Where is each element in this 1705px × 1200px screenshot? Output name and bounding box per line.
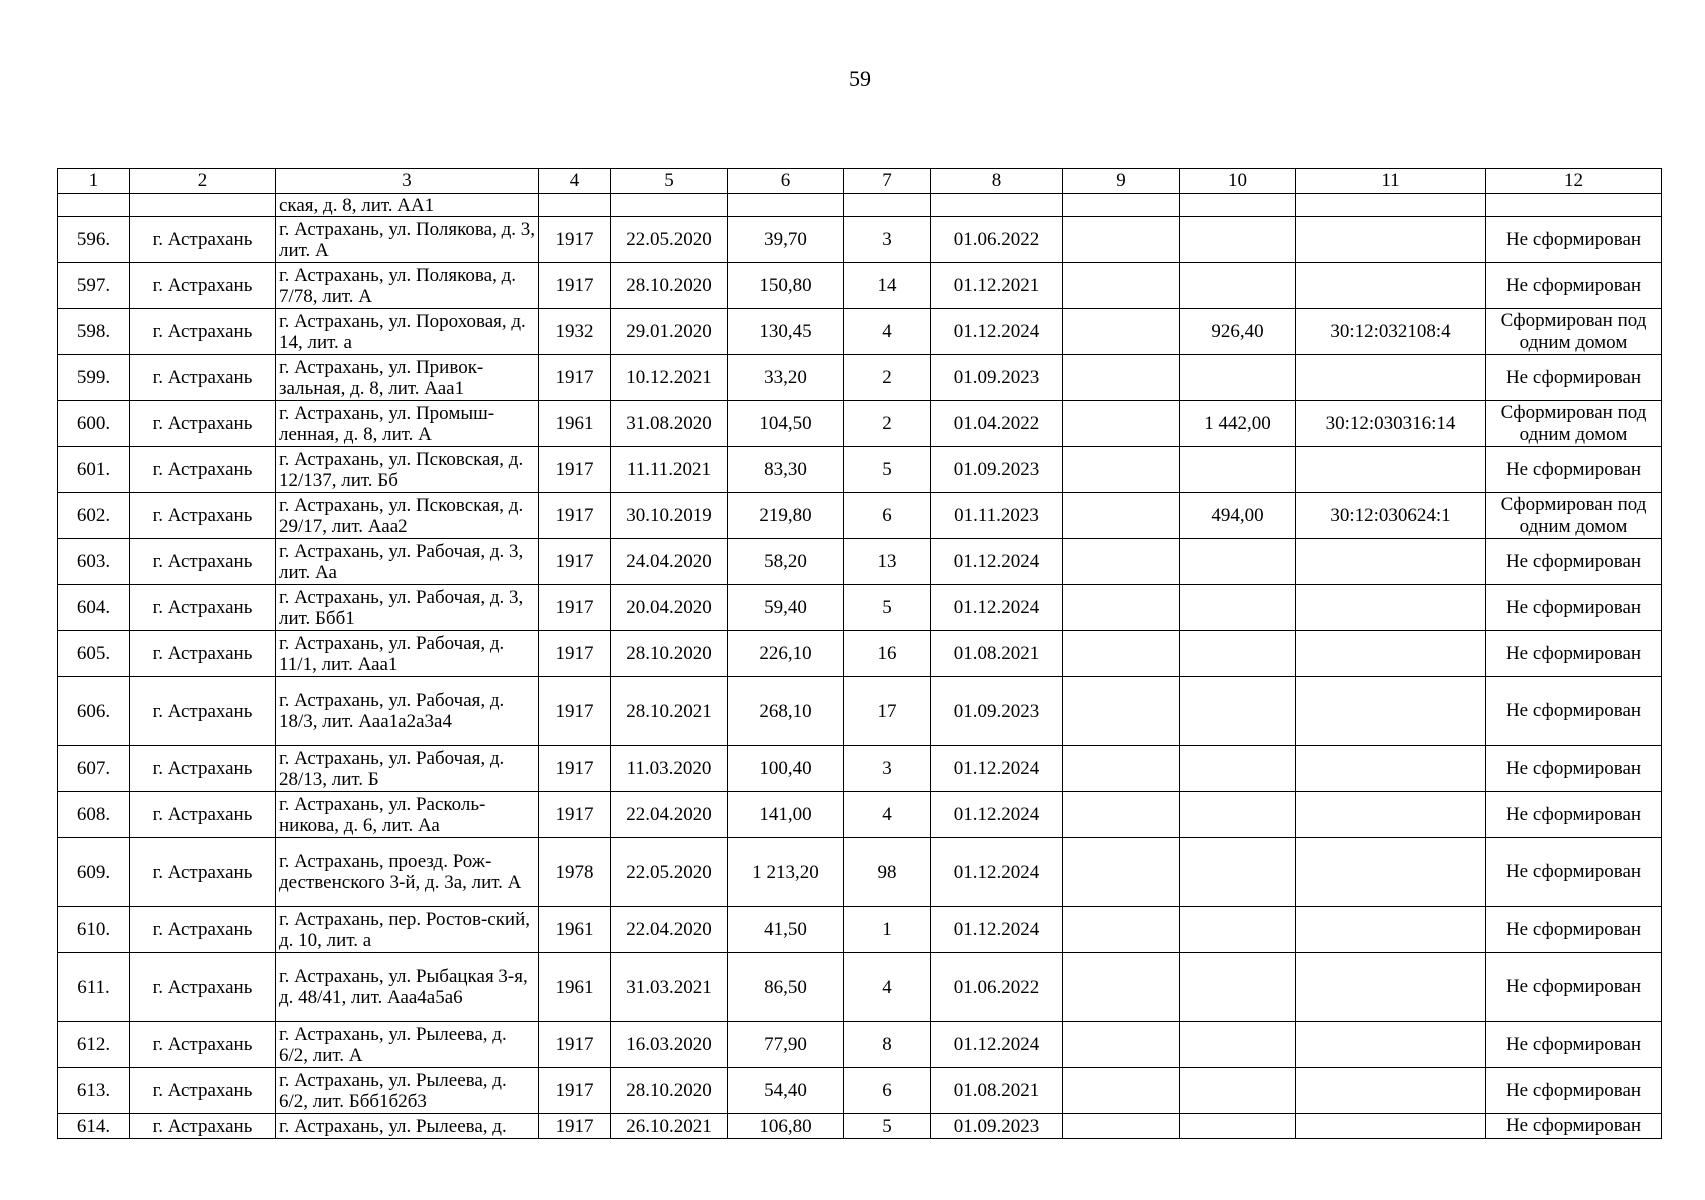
count-cell: 4 bbox=[844, 309, 931, 355]
city-cell: г. Астрахань bbox=[130, 746, 276, 792]
deadline-cell: 01.06.2022 bbox=[931, 953, 1063, 1022]
table-row bbox=[58, 217, 1662, 263]
deadline-cell: 01.11.2023 bbox=[931, 493, 1063, 539]
table-row bbox=[58, 585, 1662, 631]
row-number-cell: 607. bbox=[58, 746, 130, 792]
column-header: 9 bbox=[1063, 169, 1180, 194]
deadline-cell: 01.12.2024 bbox=[931, 309, 1063, 355]
area-cell: 226,10 bbox=[728, 631, 844, 677]
date-cell: 30.10.2019 bbox=[611, 493, 728, 539]
city-cell: г. Астрахань bbox=[130, 217, 276, 263]
count-cell: 6 bbox=[844, 1068, 931, 1114]
land-area-cell bbox=[1180, 677, 1296, 746]
table-row bbox=[58, 907, 1662, 953]
header-row bbox=[58, 169, 1662, 194]
year-cell: 1978 bbox=[539, 838, 611, 907]
column-header: 1 bbox=[58, 169, 130, 194]
status-cell: Не сформирован bbox=[1486, 1114, 1662, 1139]
address-cell: г. Астрахань, ул. Рабочая, д. 18/3, лит. Ааа1а2а3а4 bbox=[276, 677, 539, 746]
status-cell: Не сформирован bbox=[1486, 585, 1662, 631]
city-cell: г. Астрахань bbox=[130, 539, 276, 585]
city-cell: г. Астрахань bbox=[130, 677, 276, 746]
table-cell bbox=[1063, 309, 1180, 355]
column-header: 12 bbox=[1486, 169, 1662, 194]
cadastral-number-cell: 30:12:030316:14 bbox=[1296, 401, 1486, 447]
area-cell: 39,70 bbox=[728, 217, 844, 263]
row-number-cell: 610. bbox=[58, 907, 130, 953]
table-cell bbox=[1063, 539, 1180, 585]
address-cell: г. Астрахань, ул. Рылеева, д. 6/2, лит. Ббб1б2б3 bbox=[276, 1068, 539, 1114]
table-cell bbox=[728, 194, 844, 217]
count-cell: 3 bbox=[844, 746, 931, 792]
deadline-cell: 01.12.2024 bbox=[931, 585, 1063, 631]
status-cell: Не сформирован bbox=[1486, 838, 1662, 907]
year-cell: 1917 bbox=[539, 493, 611, 539]
cadastral-number-cell: 30:12:030624:1 bbox=[1296, 493, 1486, 539]
table-row bbox=[58, 263, 1662, 309]
row-number-cell: 604. bbox=[58, 585, 130, 631]
city-cell: г. Астрахань bbox=[130, 1068, 276, 1114]
city-cell: г. Астрахань bbox=[130, 585, 276, 631]
status-cell: Не сформирован bbox=[1486, 907, 1662, 953]
row-number-cell: 614. bbox=[58, 1114, 130, 1139]
city-cell: г. Астрахань bbox=[130, 1114, 276, 1139]
area-cell: 150,80 bbox=[728, 263, 844, 309]
land-area-cell bbox=[1180, 953, 1296, 1022]
date-cell: 26.10.2021 bbox=[611, 1114, 728, 1139]
column-header: 6 bbox=[728, 169, 844, 194]
column-header: 7 bbox=[844, 169, 931, 194]
status-cell: Не сформирован bbox=[1486, 217, 1662, 263]
date-cell: 31.03.2021 bbox=[611, 953, 728, 1022]
deadline-cell: 01.06.2022 bbox=[931, 217, 1063, 263]
table-cell bbox=[1063, 401, 1180, 447]
area-cell: 100,40 bbox=[728, 746, 844, 792]
table-cell bbox=[844, 194, 931, 217]
address-cell: г. Астрахань, ул. Рабочая, д. 28/13, лит. Б bbox=[276, 746, 539, 792]
continuation-row bbox=[58, 194, 1662, 217]
count-cell: 8 bbox=[844, 1022, 931, 1068]
address-cell: г. Астрахань, ул. Рабочая, д. 3, лит. Ббб1 bbox=[276, 585, 539, 631]
count-cell: 2 bbox=[844, 355, 931, 401]
city-cell: г. Астрахань bbox=[130, 907, 276, 953]
table-cell bbox=[1063, 1068, 1180, 1114]
area-cell: 268,10 bbox=[728, 677, 844, 746]
year-cell: 1917 bbox=[539, 631, 611, 677]
land-area-cell bbox=[1180, 907, 1296, 953]
address-cell: г. Астрахань, ул. Псковская, д. 12/137, лит. Бб bbox=[276, 447, 539, 493]
count-cell: 16 bbox=[844, 631, 931, 677]
year-cell: 1917 bbox=[539, 263, 611, 309]
row-number-cell: 600. bbox=[58, 401, 130, 447]
table-cell bbox=[1180, 194, 1296, 217]
row-number-cell: 599. bbox=[58, 355, 130, 401]
table-cell bbox=[1063, 677, 1180, 746]
area-cell: 33,20 bbox=[728, 355, 844, 401]
table-row bbox=[58, 953, 1662, 1022]
area-cell: 219,80 bbox=[728, 493, 844, 539]
count-cell: 14 bbox=[844, 263, 931, 309]
city-cell: г. Астрахань bbox=[130, 447, 276, 493]
area-cell: 58,20 bbox=[728, 539, 844, 585]
count-cell: 5 bbox=[844, 1114, 931, 1139]
status-cell: Сформирован под одним домом bbox=[1486, 309, 1662, 355]
date-cell: 28.10.2020 bbox=[611, 631, 728, 677]
column-header: 2 bbox=[130, 169, 276, 194]
deadline-cell: 01.12.2021 bbox=[931, 263, 1063, 309]
year-cell: 1917 bbox=[539, 217, 611, 263]
cadastral-number-cell bbox=[1296, 907, 1486, 953]
year-cell: 1932 bbox=[539, 309, 611, 355]
area-cell: 86,50 bbox=[728, 953, 844, 1022]
table-row bbox=[58, 355, 1662, 401]
status-cell: Не сформирован bbox=[1486, 539, 1662, 585]
area-cell: 1 213,20 bbox=[728, 838, 844, 907]
city-cell: г. Астрахань bbox=[130, 309, 276, 355]
table-cell bbox=[1063, 746, 1180, 792]
address-cell: г. Астрахань, ул. Привок-зальная, д. 8, лит. Ааа1 bbox=[276, 355, 539, 401]
table-cell bbox=[130, 194, 276, 217]
area-cell: 77,90 bbox=[728, 1022, 844, 1068]
cadastral-number-cell bbox=[1296, 585, 1486, 631]
row-number-cell: 602. bbox=[58, 493, 130, 539]
date-cell: 11.03.2020 bbox=[611, 746, 728, 792]
year-cell: 1961 bbox=[539, 401, 611, 447]
city-cell: г. Астрахань bbox=[130, 631, 276, 677]
area-cell: 130,45 bbox=[728, 309, 844, 355]
area-cell: 41,50 bbox=[728, 907, 844, 953]
row-number-cell: 596. bbox=[58, 217, 130, 263]
cadastral-number-cell bbox=[1296, 447, 1486, 493]
count-cell: 17 bbox=[844, 677, 931, 746]
table-cell bbox=[611, 194, 728, 217]
column-header: 5 bbox=[611, 169, 728, 194]
date-cell: 28.10.2021 bbox=[611, 677, 728, 746]
deadline-cell: 01.08.2021 bbox=[931, 631, 1063, 677]
year-cell: 1917 bbox=[539, 539, 611, 585]
date-cell: 10.12.2021 bbox=[611, 355, 728, 401]
table-cell bbox=[1063, 447, 1180, 493]
table-row bbox=[58, 1022, 1662, 1068]
cadastral-number-cell bbox=[1296, 1068, 1486, 1114]
cadastral-number-cell bbox=[1296, 539, 1486, 585]
count-cell: 1 bbox=[844, 907, 931, 953]
city-cell: г. Астрахань bbox=[130, 792, 276, 838]
row-number-cell: 613. bbox=[58, 1068, 130, 1114]
area-cell: 59,40 bbox=[728, 585, 844, 631]
year-cell: 1917 bbox=[539, 677, 611, 746]
year-cell: 1917 bbox=[539, 792, 611, 838]
count-cell: 13 bbox=[844, 539, 931, 585]
land-area-cell bbox=[1180, 746, 1296, 792]
cadastral-number-cell bbox=[1296, 631, 1486, 677]
land-area-cell bbox=[1180, 539, 1296, 585]
land-area-cell: 1 442,00 bbox=[1180, 401, 1296, 447]
deadline-cell: 01.08.2021 bbox=[931, 1068, 1063, 1114]
table-row bbox=[58, 792, 1662, 838]
table-cell bbox=[58, 194, 130, 217]
table-row bbox=[58, 1114, 1662, 1139]
status-cell: Не сформирован bbox=[1486, 263, 1662, 309]
cadastral-number-cell bbox=[1296, 355, 1486, 401]
table-row bbox=[58, 447, 1662, 493]
table-row bbox=[58, 539, 1662, 585]
address-cell: г. Астрахань, пер. Ростов-ский, д. 10, лит. а bbox=[276, 907, 539, 953]
table-cell bbox=[1063, 907, 1180, 953]
table-cell bbox=[1063, 1114, 1180, 1139]
row-number-cell: 612. bbox=[58, 1022, 130, 1068]
deadline-cell: 01.12.2024 bbox=[931, 746, 1063, 792]
status-cell: Не сформирован bbox=[1486, 677, 1662, 746]
row-number-cell: 605. bbox=[58, 631, 130, 677]
deadline-cell: 01.09.2023 bbox=[931, 1114, 1063, 1139]
housing-registry-table bbox=[57, 168, 1662, 1139]
table-cell bbox=[1063, 194, 1180, 217]
deadline-cell: 01.12.2024 bbox=[931, 1022, 1063, 1068]
deadline-cell: 01.12.2024 bbox=[931, 792, 1063, 838]
table-cell bbox=[1063, 355, 1180, 401]
date-cell: 11.11.2021 bbox=[611, 447, 728, 493]
address-cell: г. Астрахань, ул. Полякова, д. 3, лит. А bbox=[276, 217, 539, 263]
city-cell: г. Астрахань bbox=[130, 401, 276, 447]
status-cell: Сформирован под одним домом bbox=[1486, 493, 1662, 539]
table-row bbox=[58, 746, 1662, 792]
land-area-cell bbox=[1180, 447, 1296, 493]
table-row bbox=[58, 677, 1662, 746]
count-cell: 2 bbox=[844, 401, 931, 447]
row-number-cell: 609. bbox=[58, 838, 130, 907]
table-cell bbox=[1063, 792, 1180, 838]
year-cell: 1917 bbox=[539, 1114, 611, 1139]
address-cell: г. Астрахань, ул. Рыбацкая 3-я, д. 48/41, лит. Ааа4а5а6 bbox=[276, 953, 539, 1022]
land-area-cell bbox=[1180, 1114, 1296, 1139]
year-cell: 1917 bbox=[539, 447, 611, 493]
column-header: 10 bbox=[1180, 169, 1296, 194]
cadastral-number-cell bbox=[1296, 1022, 1486, 1068]
status-cell: Сформирован под одним домом bbox=[1486, 401, 1662, 447]
cadastral-number-cell bbox=[1296, 677, 1486, 746]
address-cell: г. Астрахань, ул. Пороховая, д. 14, лит. а bbox=[276, 309, 539, 355]
deadline-cell: 01.12.2024 bbox=[931, 838, 1063, 907]
date-cell: 22.04.2020 bbox=[611, 907, 728, 953]
area-cell: 141,00 bbox=[728, 792, 844, 838]
address-cell: г. Астрахань, ул. Рылеева, д. 6/2, лит. А bbox=[276, 1022, 539, 1068]
table-row bbox=[58, 401, 1662, 447]
land-area-cell bbox=[1180, 1022, 1296, 1068]
count-cell: 4 bbox=[844, 792, 931, 838]
table-cell: ская, д. 8, лит. АА1 bbox=[276, 194, 539, 217]
city-cell: г. Астрахань bbox=[130, 263, 276, 309]
row-number-cell: 601. bbox=[58, 447, 130, 493]
table-row bbox=[58, 631, 1662, 677]
column-header: 3 bbox=[276, 169, 539, 194]
table-cell bbox=[1063, 585, 1180, 631]
city-cell: г. Астрахань bbox=[130, 953, 276, 1022]
table-cell bbox=[1063, 1022, 1180, 1068]
table-row bbox=[58, 1068, 1662, 1114]
address-cell: г. Астрахань, ул. Полякова, д. 7/78, лит. А bbox=[276, 263, 539, 309]
row-number-cell: 608. bbox=[58, 792, 130, 838]
table-cell bbox=[1063, 493, 1180, 539]
status-cell: Не сформирован bbox=[1486, 631, 1662, 677]
date-cell: 31.08.2020 bbox=[611, 401, 728, 447]
date-cell: 16.03.2020 bbox=[611, 1022, 728, 1068]
area-cell: 54,40 bbox=[728, 1068, 844, 1114]
cadastral-number-cell bbox=[1296, 217, 1486, 263]
date-cell: 24.04.2020 bbox=[611, 539, 728, 585]
column-header: 8 bbox=[931, 169, 1063, 194]
table-cell bbox=[1296, 194, 1486, 217]
date-cell: 29.01.2020 bbox=[611, 309, 728, 355]
status-cell: Не сформирован bbox=[1486, 447, 1662, 493]
status-cell: Не сформирован bbox=[1486, 355, 1662, 401]
status-cell: Не сформирован bbox=[1486, 1022, 1662, 1068]
address-cell: г. Астрахань, проезд. Рож-дественского 3-й, д. 3а, лит. А bbox=[276, 838, 539, 907]
address-cell: г. Астрахань, ул. Псковская, д. 29/17, лит. Ааа2 bbox=[276, 493, 539, 539]
count-cell: 4 bbox=[844, 953, 931, 1022]
cadastral-number-cell bbox=[1296, 1114, 1486, 1139]
page-number: 59 bbox=[849, 66, 871, 91]
cadastral-number-cell bbox=[1296, 838, 1486, 907]
city-cell: г. Астрахань bbox=[130, 493, 276, 539]
city-cell: г. Астрахань bbox=[130, 1022, 276, 1068]
table-row bbox=[58, 493, 1662, 539]
date-cell: 22.04.2020 bbox=[611, 792, 728, 838]
deadline-cell: 01.09.2023 bbox=[931, 447, 1063, 493]
column-header: 11 bbox=[1296, 169, 1486, 194]
area-cell: 106,80 bbox=[728, 1114, 844, 1139]
land-area-cell bbox=[1180, 792, 1296, 838]
address-cell: г. Астрахань, ул. Рылеева, д. bbox=[276, 1114, 539, 1139]
date-cell: 28.10.2020 bbox=[611, 263, 728, 309]
table-cell bbox=[539, 194, 611, 217]
table-row bbox=[58, 838, 1662, 907]
land-area-cell: 926,40 bbox=[1180, 309, 1296, 355]
status-cell: Не сформирован bbox=[1486, 792, 1662, 838]
count-cell: 6 bbox=[844, 493, 931, 539]
row-number-cell: 606. bbox=[58, 677, 130, 746]
land-area-cell bbox=[1180, 1068, 1296, 1114]
table-cell bbox=[1063, 953, 1180, 1022]
deadline-cell: 01.09.2023 bbox=[931, 355, 1063, 401]
deadline-cell: 01.12.2024 bbox=[931, 539, 1063, 585]
status-cell: Не сформирован bbox=[1486, 953, 1662, 1022]
year-cell: 1917 bbox=[539, 1022, 611, 1068]
land-area-cell bbox=[1180, 585, 1296, 631]
row-number-cell: 597. bbox=[58, 263, 130, 309]
land-area-cell bbox=[1180, 263, 1296, 309]
city-cell: г. Астрахань bbox=[130, 355, 276, 401]
table-row bbox=[58, 309, 1662, 355]
count-cell: 3 bbox=[844, 217, 931, 263]
table-cell bbox=[1063, 631, 1180, 677]
table-cell bbox=[1063, 217, 1180, 263]
cadastral-number-cell bbox=[1296, 263, 1486, 309]
area-cell: 83,30 bbox=[728, 447, 844, 493]
date-cell: 22.05.2020 bbox=[611, 838, 728, 907]
date-cell: 22.05.2020 bbox=[611, 217, 728, 263]
row-number-cell: 598. bbox=[58, 309, 130, 355]
row-number-cell: 603. bbox=[58, 539, 130, 585]
year-cell: 1917 bbox=[539, 355, 611, 401]
city-cell: г. Астрахань bbox=[130, 838, 276, 907]
deadline-cell: 01.12.2024 bbox=[931, 907, 1063, 953]
year-cell: 1917 bbox=[539, 585, 611, 631]
land-area-cell bbox=[1180, 838, 1296, 907]
year-cell: 1917 bbox=[539, 746, 611, 792]
row-number-cell: 611. bbox=[58, 953, 130, 1022]
land-area-cell: 494,00 bbox=[1180, 493, 1296, 539]
land-area-cell bbox=[1180, 355, 1296, 401]
year-cell: 1961 bbox=[539, 953, 611, 1022]
status-cell: Не сформирован bbox=[1486, 1068, 1662, 1114]
area-cell: 104,50 bbox=[728, 401, 844, 447]
count-cell: 98 bbox=[844, 838, 931, 907]
cadastral-number-cell bbox=[1296, 792, 1486, 838]
address-cell: г. Астрахань, ул. Рабочая, д. 3, лит. Аа bbox=[276, 539, 539, 585]
land-area-cell bbox=[1180, 631, 1296, 677]
year-cell: 1961 bbox=[539, 907, 611, 953]
deadline-cell: 01.09.2023 bbox=[931, 677, 1063, 746]
table-cell bbox=[1486, 194, 1662, 217]
cadastral-number-cell bbox=[1296, 953, 1486, 1022]
date-cell: 28.10.2020 bbox=[611, 1068, 728, 1114]
table-cell bbox=[1063, 263, 1180, 309]
table-cell bbox=[931, 194, 1063, 217]
column-header: 4 bbox=[539, 169, 611, 194]
address-cell: г. Астрахань, ул. Расколь-никова, д. 6, лит. Аа bbox=[276, 792, 539, 838]
table-cell bbox=[1063, 838, 1180, 907]
date-cell: 20.04.2020 bbox=[611, 585, 728, 631]
year-cell: 1917 bbox=[539, 1068, 611, 1114]
count-cell: 5 bbox=[844, 585, 931, 631]
land-area-cell bbox=[1180, 217, 1296, 263]
cadastral-number-cell bbox=[1296, 746, 1486, 792]
count-cell: 5 bbox=[844, 447, 931, 493]
status-cell: Не сформирован bbox=[1486, 746, 1662, 792]
address-cell: г. Астрахань, ул. Рабочая, д. 11/1, лит. Ааа1 bbox=[276, 631, 539, 677]
deadline-cell: 01.04.2022 bbox=[931, 401, 1063, 447]
address-cell: г. Астрахань, ул. Промыш-ленная, д. 8, лит. А bbox=[276, 401, 539, 447]
cadastral-number-cell: 30:12:032108:4 bbox=[1296, 309, 1486, 355]
